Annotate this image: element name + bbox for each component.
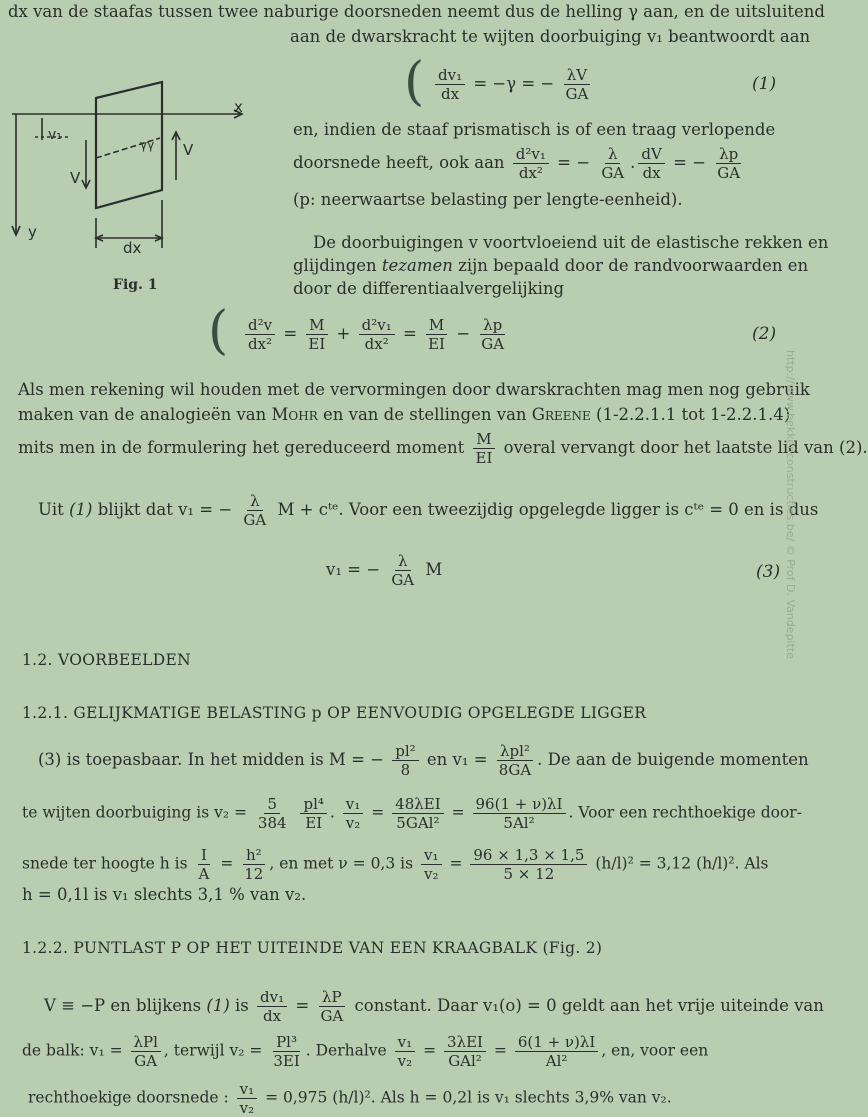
margin-bracket: (	[404, 52, 425, 112]
dx-label: dx	[123, 239, 142, 257]
subsection-heading: 1.2.2. PUNTLAST P OP HET UITEINDE VAN EEN KRAAGBALK (Fig. 2)	[22, 939, 603, 957]
shear-left-label: V	[70, 169, 81, 187]
equation-1: $\frac{\text{dv₁}}{dx}$ = −γ = − $\frac{\lambda V}{GA}$	[432, 66, 594, 103]
para-line: rechthoekige doorsnede : $\frac{\text{v₁}}{\text{v₂}}$ = 0,975 (h/l)². Als h = 0,2l is v₁ slechts 3,9% van v₂.	[28, 1080, 672, 1117]
axis-y-label: y	[28, 223, 37, 241]
equation-3: v₁ = − $\frac{\lambda}{GA}$ M	[326, 552, 443, 589]
equation-number: (2)	[752, 324, 777, 344]
para-line: Uit (1) blijkt dat v₁ = − $\frac{\lambda}{GA}$ M + cᵗᵉ. Voor een tweezijdig opgelegde ligger is cᵗᵉ = 0 en is dus	[38, 492, 819, 529]
para-line: snede ter hoogte h is $\frac{I}{A}$ = $\frac{\text{h²}}{12}$ , en met ν = 0,3 is $\frac{\text{v₁}}{\text{v₂}}$ = $\frac{96 \times 1,3 \times 1,5}{5 \times 12}$ (h/l)² = 3,12 (h/l)². Als	[22, 846, 769, 883]
shear-right-label: V	[183, 141, 194, 159]
para-line: mits men in de formulering het gereduceerd moment $\frac{M}{EI}$ overal vervangt door het laatste lid van (2).	[18, 430, 868, 467]
para-line: door de differentiaalvergelijking	[293, 279, 565, 298]
para-line: maken van de analogieën van Mohr en van de stellingen van Greene (1-2.2.1.1 tot 1-2.2.1.4)	[18, 405, 791, 424]
para-line: dx van de staafas tussen twee naburige doorsneden neemt dus de helling γ aan, en de uitsluitend	[8, 2, 825, 21]
equation-number: (1)	[752, 74, 777, 94]
para-line: h = 0,1l is v₁ slechts 3,1 % van v₂.	[22, 885, 307, 904]
para-line: glijdingen tezamen zijn bepaald door de randvoorwaarden en	[293, 256, 809, 275]
equation-2: $\frac{\text{d²v}}{\text{dx²}}$ = $\frac{M}{EI}$ + $\frac{\text{d²v₁}}{\text{dx²}}$ = $\frac{M}{EI}$ − $\frac{\lambda p}{GA}$	[242, 316, 510, 353]
figure-caption: Fig. 1	[113, 277, 158, 293]
para-line: V ≡ −P en blijkens (1) is $\frac{\text{dv₁}}{dx}$ = $\frac{\lambda P}{GA}$ constant. Daar v₁(o) = 0 geldt aan het vrije uiteinde van	[44, 988, 824, 1025]
para-line: te wijten doorbuiging is v₂ = $\frac{5}{384}$ $\frac{\text{pl⁴}}{EI}$ . $\frac{\text{v₁}}{\text{v₂}}$ = $\frac{\text{48λEI}}{\text{5GAl²}}$ = $\frac{96(1 + \nu)\lambda I}{\text{5Al²}}$ . Voor een rechthoekige door-	[22, 795, 802, 832]
para-line: De doorbuigingen v voortvloeiend uit de elastische rekken en	[313, 233, 829, 252]
para-line: en, indien de staaf prismatisch is of een traag verlopende	[293, 120, 776, 139]
para-line: (3) is toepasbaar. In het midden is M = − $\frac{\text{pl²}}{8}$ en v₁ = $\frac{\text{λpl²}}{8GA}$ . De aan de buigende momenten	[38, 742, 809, 779]
para-line: Als men rekening wil houden met de vervormingen door dwarskrachten mag men nog gebruik	[18, 380, 810, 399]
figure-1-diagram	[10, 80, 270, 260]
watermark: http://www.bekkenconstructies.be/ © Prof D. Vandepitte	[784, 350, 797, 660]
margin-bracket: (	[208, 301, 229, 361]
para-line: de balk: v₁ = $\frac{\text{λPl}}{GA}$ , terwijl v₂ = $\frac{\text{Pl³}}{3EI}$ . Derhalve $\frac{\text{v₁}}{\text{v₂}}$ = $\frac{\text{3λEI}}{\text{GAl²}}$ = $\frac{6(1 + \nu)\lambda I}{\text{Al²}}$ , en, voor een	[22, 1033, 709, 1070]
equation-inline: doorsnede heeft, ook aan $\frac{\text{d²v₁}}{\text{dx²}}$ = − $\frac{\lambda}{GA}$ . $\frac{dV}{dx}$ = − $\frac{\lambda p}{GA}$	[293, 145, 741, 182]
gamma-label: γγ	[140, 138, 155, 152]
section-heading: 1.2. VOORBEELDEN	[22, 651, 191, 669]
para-line: (p: neerwaartse belasting per lengte-eenheid).	[293, 190, 683, 209]
axis-x-label: x	[234, 98, 243, 116]
para-line: aan de dwarskracht te wijten doorbuiging v₁ beantwoordt aan	[290, 27, 811, 46]
v1-label: v₁	[48, 127, 62, 143]
equation-number: (3)	[756, 562, 781, 582]
subsection-heading: 1.2.1. GELIJKMATIGE BELASTING p OP EENVOUDIG OPGELEGDE LIGGER	[22, 704, 647, 722]
